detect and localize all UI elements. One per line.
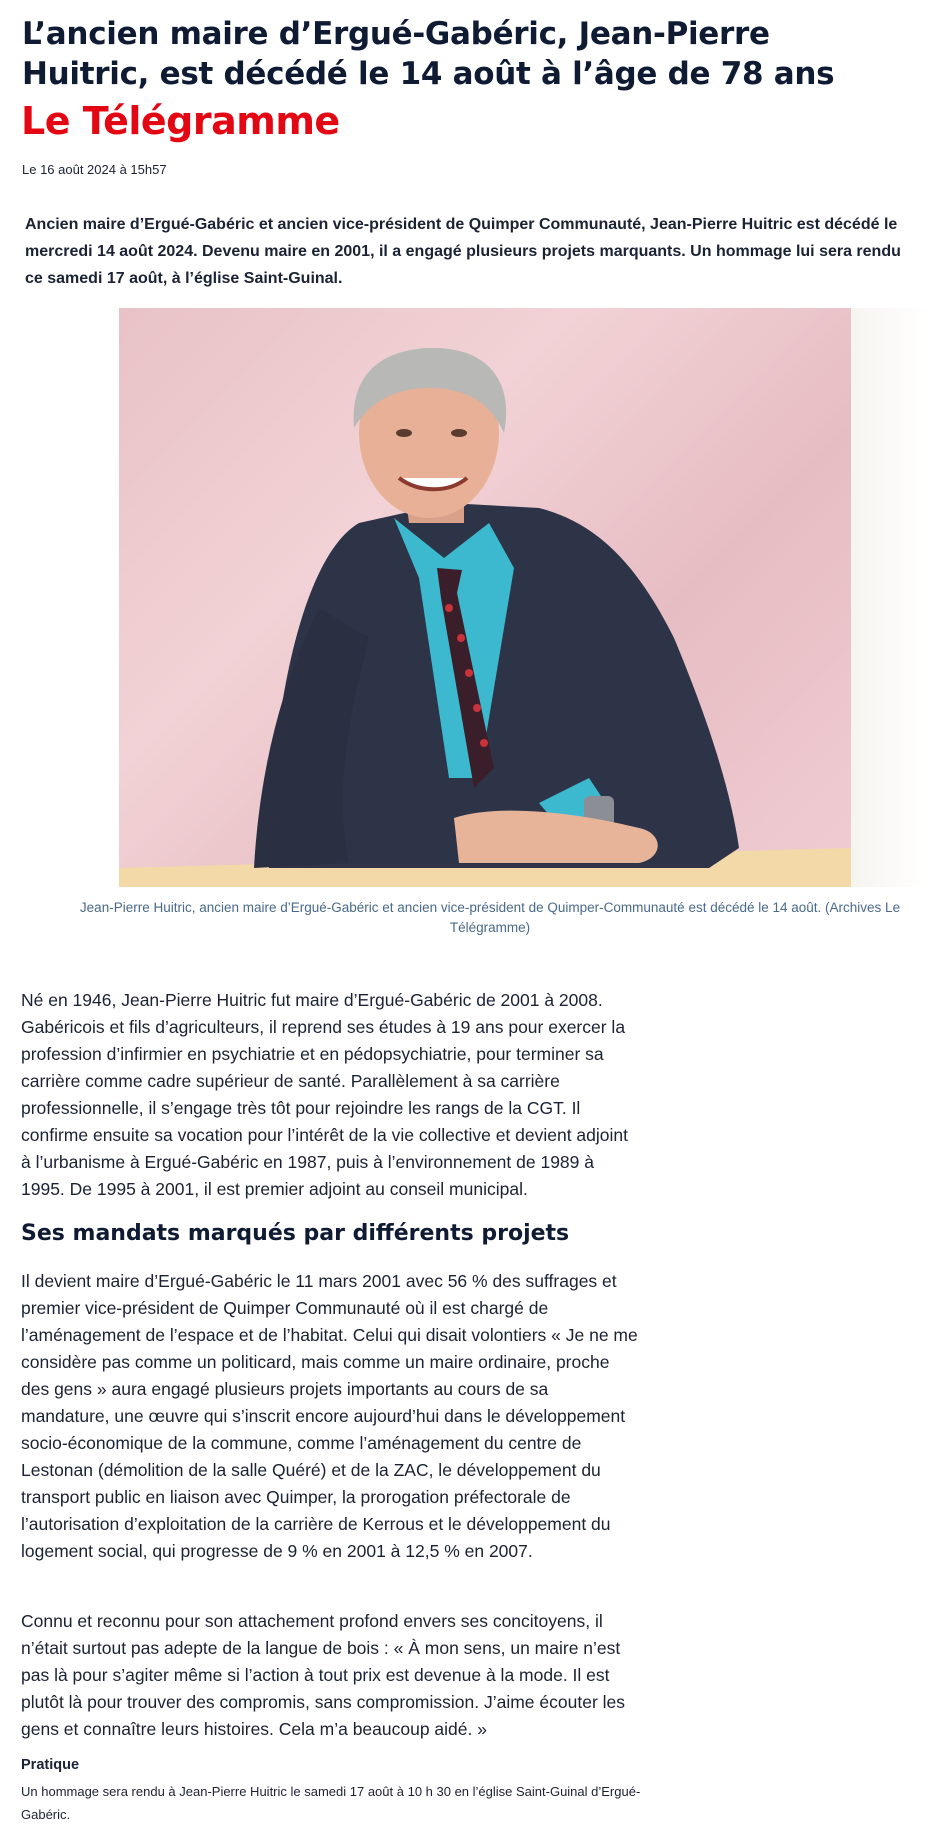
article-paragraph-3: Connu et reconnu pour son attachement profond envers ses concitoyens, il n’était surtout pas adepte de la langue de bois : « À mon sens, un maire n’est pas là pour s’agiter même si l’action à tout prix est devenue à la mode. Il est plutôt là pour trouver des compromis, sans compromission. J’aime écouter les gens et connaître leurs histoires. Cela m’a beaucoup aidé. » (21, 1611, 625, 1739)
photo-caption: Jean-Pierre Huitric, ancien maire d’Ergué-Gabéric et ancien vice-président de Quimper-Communauté est décédé le 14 août. (Archives Le Télégramme) (79, 900, 901, 935)
article-lead: Ancien maire d’Ergué-Gabéric et ancien vice-président de Quimper Communauté, Jean-Pierre Huitric est décédé le mercredi 14 août 2024. Devenu maire en 2001, il a engagé plusieurs projets marquants. Un hommage lui sera rendu ce samedi 17 août, à l’église Saint-Guinal. (25, 216, 901, 287)
article-dateline: Le 16 août 2024 à 15h57 (22, 162, 167, 177)
practical-info-label: Pratique (21, 1757, 80, 1773)
article-headline: L’ancien maire d’Ergué-Gabéric, Jean-Pierre Huitric, est décédé le 14 août à l’âge de 78 ans (22, 16, 835, 92)
article-subheading: Ses mandats marqués par différents projets (21, 1221, 570, 1246)
article-paragraph-1: Né en 1946, Jean-Pierre Huitric fut maire d’Ergué-Gabéric de 2001 à 2008. Gabéricois et fils d’agriculteurs, il reprend ses études à 19 ans pour exercer la profession d’infirmier en psychiatrie et en pédopsychiatrie, pour terminer sa carrière comme cadre supérieur de santé. Parallèlement à sa carrière professionnelle, il s’engage très tôt pour rejoindre les rangs de la CGT. Il confirme ensuite sa vocation pour l’intérêt de la vie collective et devient adjoint à l’urbanisme à Ergué-Gabéric en 1987, puis à l’environnement de 1989 à 1995. De 1995 à 2001, il est premier adjoint au conseil municipal. (21, 990, 629, 1199)
photo-side-panel (851, 308, 928, 887)
portrait-photo-icon (119, 308, 851, 887)
practical-info-text: Un hommage sera rendu à Jean-Pierre Huitric le samedi 17 août à 10 h 30 en l’église Saint-Guinal d’Ergué-Gabéric. (21, 1784, 641, 1822)
article-paragraph-2: Il devient maire d’Ergué-Gabéric le 11 mars 2001 avec 56 % des suffrages et premier vice-président de Quimper Communauté où il est chargé de l’aménagement de l’espace et de l’habitat. Celui qui disait volontiers « Je ne me considère pas comme un politicard, mais comme un maire ordinaire, proche des gens » aura engagé plusieurs projets importants au cours de sa mandature, une œuvre qui s’inscrit encore aujourd’hui dans le développement socio-économique de la commune, comme l’aménagement du centre de Lestonan (démolition de la salle Quéré) et de la ZAC, le développement du transport public en liaison avec Quimper, la prorogation préfectorale de l’autorisation d’exploitation de la carrière de Kerrous et le développement du logement social, qui progresse de 9 % en 2001 à 12,5 % en 2007. (21, 1271, 638, 1561)
publication-logo[interactable]: Le Télégramme (21, 99, 340, 143)
article-photo[interactable] (119, 308, 851, 887)
